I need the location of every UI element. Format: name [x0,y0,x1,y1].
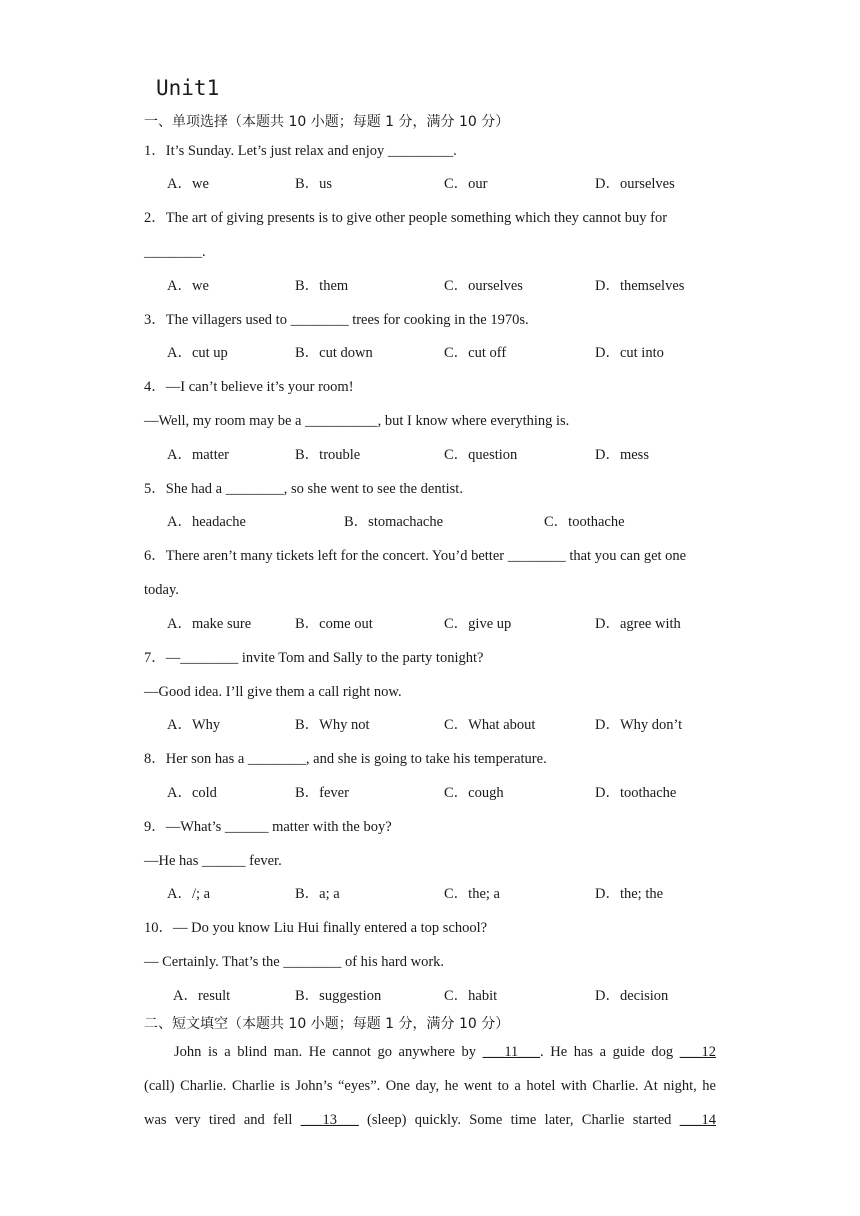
question-4-stem: 4．—I can’t believe it’s your room! [144,379,354,395]
question-7-option-b: B．Why not [295,717,370,733]
question-1-option-c: C．our [444,176,488,192]
cloze-blank-11: ___11___ [482,1044,541,1060]
question-7-option-d: D．Why don’t [595,717,683,733]
cloze-text: . He has a guide dog [540,1044,674,1060]
question-1-stem: 1．It’s Sunday. Let’s just relax and enjoy _________. [144,143,457,159]
question-1-option-a: A．we [167,176,209,192]
cloze-text: (sleep) quickly. Some time later, Charlie started [367,1112,672,1128]
section-heading-cloze: 二、短文填空（本题共 10 小题；每题 1 分，满分 10 分） [144,1016,510,1032]
cloze-text: was very tired and fell [144,1112,293,1128]
question-2-option-a: A．we [167,278,209,294]
question-6-option-b: B．come out [295,616,373,632]
page-title: Unit1 [156,76,220,100]
question-7-option-c: C．What about [444,717,536,733]
question-1-option-d: D．ourselves [595,176,675,192]
question-5-option-b: B．stomachache [344,514,444,530]
question-7-option-a: A．Why [167,717,221,733]
question-9-option-d: D．the; the [595,886,664,902]
question-3-stem: 3．The villagers used to ________ trees for cooking in the 1970s. [144,312,529,328]
question-6-stem-cont: today. [144,582,179,598]
question-4-option-c: C．question [444,447,518,463]
question-1-option-b: B．us [295,176,333,192]
question-3-option-b: B．cut down [295,345,373,361]
cloze-paragraph-line-1 [144,1043,716,1061]
question-9-stem: 9．—What’s ______ matter with the boy? [144,819,392,835]
question-8-option-b: B．fever [295,785,349,801]
question-8-stem: 8．Her son has a ________, and she is going to take his temperature. [144,751,547,767]
question-3-option-c: C．cut off [444,345,507,361]
question-10-option-b: B．suggestion [295,988,382,1004]
cloze-blank-14: ___14 [679,1112,716,1128]
question-6-option-c: C．give up [444,616,512,632]
cloze-paragraph-line-3 [144,1111,716,1129]
question-6-stem: 6．There aren’t many tickets left for the concert. You’d better ________ that you can get one [144,548,687,564]
question-5-stem: 5．She had a ________, so she went to see the dentist. [144,481,463,497]
question-7-stem: 7．—________ invite Tom and Sally to the party tonight? [144,650,484,666]
question-10-option-c: C．habit [444,988,498,1004]
question-4-option-a: A．matter [167,447,230,463]
question-2-option-c: C．ourselves [444,278,523,294]
question-6-option-a: A．make sure [167,616,252,632]
section-heading-multiple-choice: 一、单项选择（本题共 10 小题；每题 1 分，满分 10 分） [144,114,510,130]
question-8-option-a: A．cold [167,785,217,801]
question-4-option-b: B．trouble [295,447,361,463]
question-4-stem-cont: —Well, my room may be a __________, but I know where everything is. [144,413,570,429]
question-9-option-a: A．/; a [167,886,211,902]
question-9-option-c: C．the; a [444,886,500,902]
cloze-text: John is a blind man. He cannot go anywhere by [174,1044,476,1060]
question-3-option-d: D．cut into [595,345,664,361]
question-5-option-c: C．toothache [544,514,625,530]
question-6-option-d: D．agree with [595,616,681,632]
cloze-paragraph-line-2: (call) Charlie. Charlie is John’s “eyes”. One day, he went to a hotel with Charlie. At night, he [144,1078,716,1094]
question-2-stem-cont: ________. [144,244,206,260]
question-9-stem-cont: —He has ______ fever. [144,853,282,869]
question-8-option-d: D．toothache [595,785,677,801]
question-2-stem: 2．The art of giving presents is to give other people something which they cannot buy for [144,210,668,226]
question-5-option-a: A．headache [167,514,246,530]
question-7-stem-cont: —Good idea. I’ll give them a call right now. [144,684,402,700]
question-3-option-a: A．cut up [167,345,228,361]
question-10-option-d: D．decision [595,988,669,1004]
cloze-blank-13: ___13___ [300,1112,359,1128]
question-9-option-b: B．a; a [295,886,340,902]
question-2-option-d: D．themselves [595,278,685,294]
question-2-option-b: B．them [295,278,349,294]
question-10-stem-cont: — Certainly. That’s the ________ of his hard work. [144,954,445,970]
question-10-stem: 10．— Do you know Liu Hui finally entered a top school? [144,920,488,936]
cloze-blank-12: ___12 [679,1044,717,1060]
question-8-option-c: C．cough [444,785,504,801]
question-4-option-d: D．mess [595,447,649,463]
question-10-option-a: A．result [173,988,231,1004]
